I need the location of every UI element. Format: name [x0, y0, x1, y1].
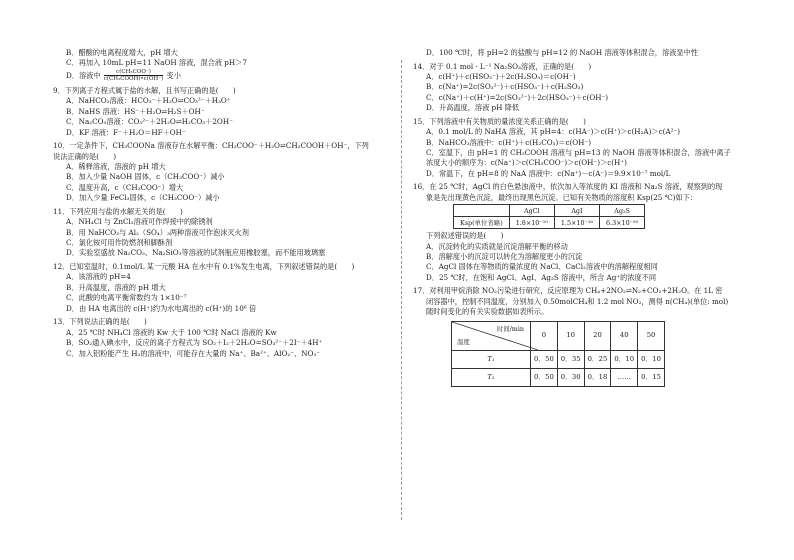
temperature-header-label: 温度 [457, 338, 470, 347]
q9-stem: 9．下列离子方程式属于盐的水解，且书写正确的是( ) [53, 86, 236, 95]
q13-stem: 13．下列说法正确的是( ) [53, 317, 147, 327]
ksp-header-cell: AgI [554, 205, 599, 217]
q8-d-denominator: c(CH₃COOH)•c(OH⁻) [103, 76, 164, 83]
q16-stem-cont: 象是先出现黄色沉淀，最终出现黑色沉淀。已知有关物质的溶度积 Ksp(25 ℃)如下： [426, 192, 698, 202]
value-cell: 0．15 [638, 368, 665, 386]
q16-question: 下列叙述错误的是( ) [426, 231, 504, 241]
q14-option-a: A．c(H⁺)＋c(HSO₃⁻)＋2c(H₂SO₃)＝c(OH⁻) [426, 72, 576, 81]
right-column [413, 48, 749, 387]
column-divider [401, 60, 402, 520]
q11-stem: 11．下列应用与盐的水解无关的是( ) [53, 206, 183, 216]
q8-d-prefix: D．溶液中 [66, 70, 101, 80]
value-cell: …… [611, 368, 638, 386]
q11-option-b: B．用 NaHCO₃与 Al₂（SO₄）₃两种溶液可作泡沫灭火剂 [66, 227, 249, 237]
ksp-header-row [454, 205, 645, 217]
q17-stem-cont2: 随时间变化的有关实验数据如表所示。 [426, 307, 549, 317]
q14-stem: 14．对于 0.1 mol · L⁻¹ Na₂SO₃溶液，正确的是( ) [413, 61, 592, 71]
time-cell: 0 [531, 321, 558, 350]
q11-option-a: A．NH₄Cl 与 ZnCl₂溶液可作焊接中的除锈剂 [66, 217, 213, 227]
q16-option-d: D．25 ℃时，在饱和 AgCl、AgI、Ag₂S 溶液中，所含 Ag⁺的浓度不同 [426, 272, 657, 282]
q15-option-b: B．NaHCO₃溶液中：c(H⁺)＋c(H₂CO₃)＝c(OH⁻) [426, 137, 592, 147]
value-cell: 0．30 [557, 368, 584, 386]
methane-table [451, 321, 665, 387]
q10-stem: 10．一定条件下，CH₃COONa 溶液存在水解平衡：CH₃COO⁻＋H₂O⇌CH₃COOH＋OH⁻，下列 [53, 141, 369, 151]
ksp-value-cell: 1.5×10⁻¹⁶ [554, 217, 599, 229]
q8-d-suffix: 变小 [166, 70, 181, 80]
left-column [53, 48, 391, 359]
q8-d-numerator: c(CH₃COO⁻) [104, 69, 163, 76]
q13-option-d: D．100 ℃时，将 pH=2 的盐酸与 pH=12 的 NaOH 溶液等体积混合，溶液显中性 [426, 48, 698, 57]
ksp-value-cell: 6.3×10⁻⁵⁰ [600, 217, 645, 229]
q9-option-c: C．Na₂CO₃溶液：CO₃²⁻＋2H₂O⇌H₂CO₃＋2OH⁻ [66, 117, 233, 127]
q15-stem: 15．下列溶液中有关物质的量浓度关系正确的是( ) [413, 116, 586, 126]
q8-option-c: C．再加入 10mL pH=11 NaOH 溶液，混合液 pH＞7 [66, 58, 247, 68]
q15-option-c-cont: 浓度大小的顺序为：c(Na⁺)＞c(CH₃COO⁻)＞c(OH⁻)＞c(H⁺) [426, 158, 627, 168]
q13-option-a: A．25 ℃时 NH₄Cl 溶液的 Kw 大于 100 ℃时 NaCl 溶液的 Kw [66, 327, 277, 337]
ksp-value-cell: 1.8×10⁻¹⁰ [509, 217, 554, 229]
methane-row-t1 [452, 350, 665, 368]
q11-option-d: D．实验室盛放 Na₂CO₃、Na₂SiO₃等溶液的试剂瓶应用橡胶塞，而不能用玻璃塞 [66, 248, 326, 258]
q12-stem: 12．已知室温时，0.1mol/L 某一元酸 HA 在水中有 0.1%发生电离，下列叙述错误的是( ) [53, 262, 355, 272]
q13-option-c: C．加入铝粉能产生 H₂的溶液中，可能存在大量的 Na⁺、Ba²⁺、AlO₂⁻、NO₃⁻ [66, 348, 321, 358]
ksp-row-label: Ksp(单位省略) [454, 217, 510, 229]
q12-option-b: B．升高温度，溶液的 pH 增大 [66, 282, 166, 292]
ksp-header-cell [454, 205, 510, 217]
q17-stem: 17．对利用甲烷消除 NO₂污染进行研究，反应原理为 CH₄+2NO₂⇌N₂+CO₂+2H₂O。在 1L 密 [413, 286, 723, 296]
q16-stem: 16．在 25 ℃时，AgCl 的白色悬浊液中，依次加入等浓度的 KI 溶液和 Na₂S 溶液，观察到的现 [413, 182, 723, 192]
row-label: T₂ [452, 368, 531, 386]
q16-option-b: B．溶解度小的沉淀可以转化为溶解度更小的沉淀 [426, 252, 583, 262]
row-label: T₁ [452, 350, 531, 368]
time-cell: 50 [638, 321, 665, 350]
value-cell: 0．35 [557, 350, 584, 368]
q12-option-d: D．由 HA 电离出的 c(H⁺)约为水电离出的 c(H⁺)的 10⁶ 倍 [66, 303, 257, 313]
time-cell: 40 [611, 321, 638, 350]
q12-option-c: C．此酸的电离平衡常数约为 1×10⁻⁷ [66, 293, 187, 303]
value-cell: 0．10 [638, 350, 665, 368]
time-cell: 20 [584, 321, 611, 350]
q14-option-d: D．升高温度，溶液 pH 降低 [426, 103, 520, 113]
q13-option-b: B．SO₂通入碘水中，反应的离子方程式为 SO₂＋I₂＋2H₂O=SO₃²⁻＋2I⁻＋4H⁺ [66, 338, 323, 348]
q8-option-d [53, 69, 391, 83]
ksp-header-cell: AgCl [509, 205, 554, 217]
q15-option-d: D．常温下，在 pH=8 的 NaA 溶液中：c(Na⁺)－c(A⁻)＝9.9×10⁻⁷ mol/L [426, 168, 671, 178]
time-cell: 10 [557, 321, 584, 350]
q16-option-c: C．AgCl 固体在等物质的量浓度的 NaCl、CaCl₂溶液中的溶解程度相同 [426, 262, 658, 272]
q9-option-a: A．NaHCO₃溶液：HCO₃⁻＋H₂O⇌CO₃²⁻＋H₃O⁺ [66, 96, 231, 106]
ksp-value-row [454, 217, 645, 229]
ksp-header-cell: Ag₂S [600, 205, 645, 217]
q12-option-a: A．该溶液的 pH=4 [66, 272, 131, 282]
q17-stem-cont: 闭容器中，控制不同温度，分别加入 0.50molCH₄和 1.2 mol NO₂，测得 n(CH₄)(单位: mol) [426, 296, 729, 306]
value-cell: 0．50 [531, 350, 558, 368]
ksp-table [453, 204, 645, 229]
value-cell: 0．25 [584, 350, 611, 368]
q15-option-c: C．室温下，由 pH=1 的 CH₃COOH 溶液与 pH=13 的 NaOH 溶液等体积混合，溶液中离子 [426, 148, 731, 158]
q11-option-c: C．氯化铵可用作防燃剂和脚酥剂 [66, 238, 173, 248]
q9-option-d: D．KF 溶液：F⁻＋H₂O＝HF＋OH⁻ [66, 127, 186, 137]
q14-option-c: C．c(Na⁺)＋c(H⁺)=2c(SO₃²⁻)＋2c(HSO₃⁻)＋c(OH⁻) [426, 92, 609, 102]
value-cell: 0．18 [584, 368, 611, 386]
q10-stem-cont: 说法正确的是( ) [53, 151, 117, 161]
q10-option-c: C．温度升高，c（CH₃COO⁻）增大 [66, 182, 184, 192]
methane-header-row [452, 321, 665, 350]
time-header-label: 时间/min [496, 324, 524, 333]
value-cell: 0．50 [531, 368, 558, 386]
q10-option-a: A．稀释溶液，溶液的 pH 增大 [66, 162, 166, 172]
q10-option-d: D．加入少量 FeCl₃固体，c（CH₃COO⁻）减小 [66, 193, 220, 203]
q8-option-b: B．醋酸的电离程度增大，pH 增大 [66, 48, 178, 57]
diagonal-header-cell [452, 321, 531, 350]
q16-option-a: A．沉淀转化的实质就是沉淀溶解平衡的移动 [426, 241, 568, 251]
q10-option-b: B．加入少量 NaOH 固体，c（CH₃COO⁻）减小 [66, 172, 225, 182]
q14-option-b: B．c(Na⁺)=2c(SO₃²⁻)＋c(HSO₃⁻)＋c(H₂SO₃) [426, 82, 584, 92]
methane-row-t2 [452, 368, 665, 386]
q8-d-fraction [104, 69, 163, 82]
q9-option-b: B．NaHS 溶液：HS⁻＋H₂O⇌H₂S＋OH⁻ [66, 106, 205, 116]
q15-option-a: A．0.1 mol/L 的 NaHA 溶液，其 pH=4：c(HA⁻)＞c(H⁺)＞c(H₂A)＞c(A²⁻) [426, 127, 681, 137]
value-cell: 0．10 [611, 350, 638, 368]
